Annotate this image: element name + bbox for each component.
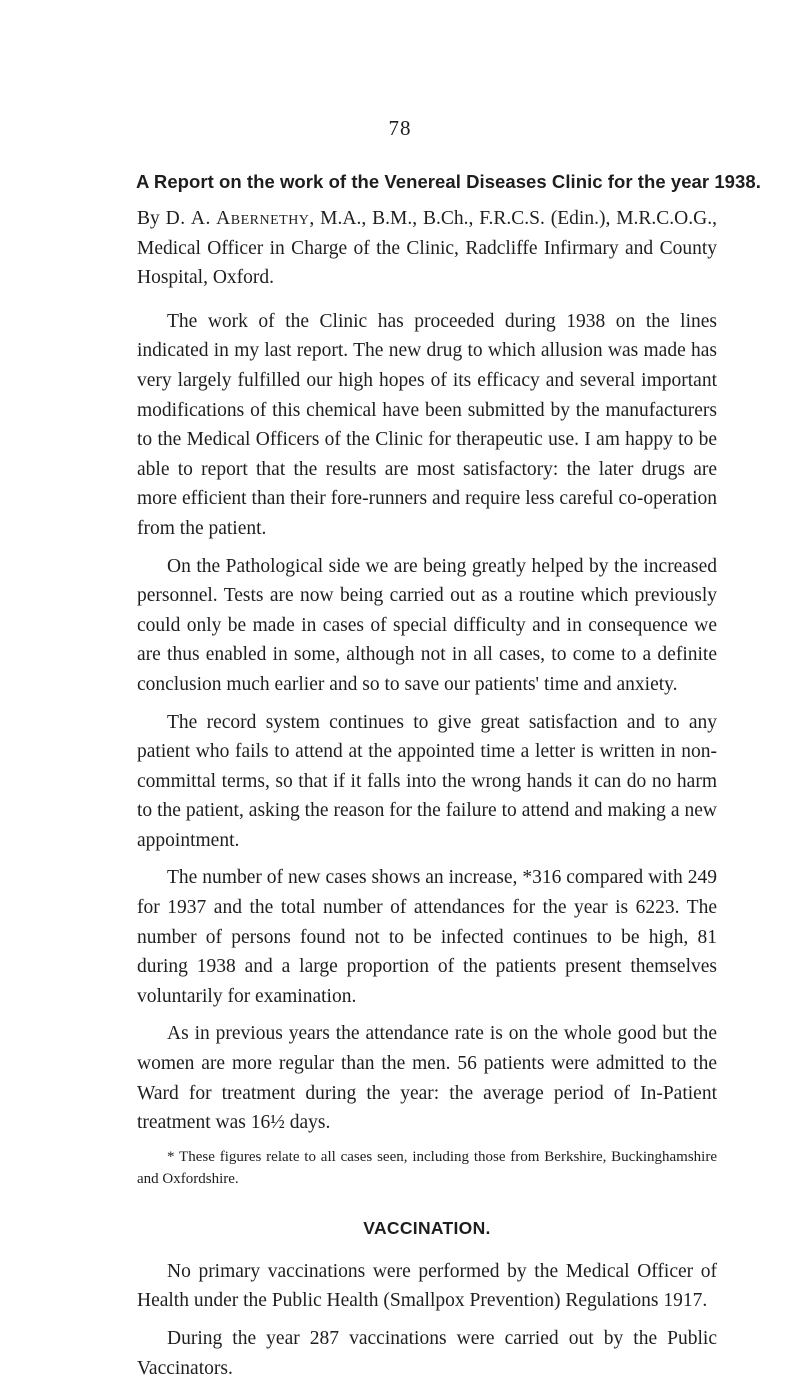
author-credentials: , M.A., B.M., B.Ch., F.R.C.S. (Edin.), M.R.C.O.G., Medical Officer in Charge of the Clinic, Radcliffe Infirmary and County Hospital, Oxford. bbox=[137, 208, 717, 289]
report-byline bbox=[137, 204, 717, 293]
report-paragraph-2: On the Pathological side we are being greatly helped by the increased personnel. Tests are now being carried out as a routine which previously could only be made in cases of special difficulty and in consequence we are thus enabled in some, although not in all cases, to come to a definite conclusion much earlier and so to save our patients' time and anxiety. bbox=[137, 555, 717, 695]
page-content bbox=[136, 168, 761, 1391]
report-footnote: * These figures relate to all cases seen, including those from Berkshire, Buckinghamshire and Oxfordshire. bbox=[137, 1148, 717, 1187]
byline-prefix: By bbox=[137, 208, 166, 229]
vaccination-paragraph-2: During the year 287 vaccinations were carried out by the Public Vaccinators. bbox=[137, 1328, 717, 1379]
page-number: 78 bbox=[388, 116, 412, 140]
report-paragraph-4: The number of new cases shows an increase, *316 compared with 249 for 1937 and the total number of attendances for the year is 6223. The number of persons found not to be infected continues to be high, 81 during 1938 and a large proportion of the patients present themselves voluntarily for examination. bbox=[137, 867, 717, 1007]
report-title: A Report on the work of the Venereal Diseases Clinic for the year 1938. bbox=[136, 171, 761, 192]
report-paragraph-1: The work of the Clinic has proceeded during 1938 on the lines indicated in my last report. The new drug to which allusion was made has very largely fulfilled our high hopes of its efficacy and several important modifications of this chemical have been submitted by the manufacturers to the Medical Officers of the Clinic for therapeutic use. I am happy to be able to report that the results are most satisfactory: the later drugs are more efficient than their fore-runners and require less careful co-operation from the patient. bbox=[137, 310, 717, 539]
author-name: D. A. Abernethy bbox=[165, 208, 310, 229]
vaccination-heading: VACCINATION. bbox=[363, 1217, 491, 1238]
report-paragraph-3: The record system continues to give great satisfaction and to any patient who fails to attend at the appointed time a letter is written in non-committal terms, so that if it falls into the wrong hands it can do no harm to the patient, asking the reason for the failure to attend and making a new appointment. bbox=[137, 711, 717, 851]
report-paragraph-5: As in previous years the attendance rate is on the whole good but the women are more regular than the men. 56 patients were admitted to the Ward for treatment during the year: the average period of In-Patient treatment was 16½ days. bbox=[137, 1023, 717, 1134]
vaccination-paragraph-1: No primary vaccinations were performed by the Medical Officer of Health under the Public Health (Smallpox Prevention) Regulations 1917. bbox=[137, 1260, 717, 1312]
